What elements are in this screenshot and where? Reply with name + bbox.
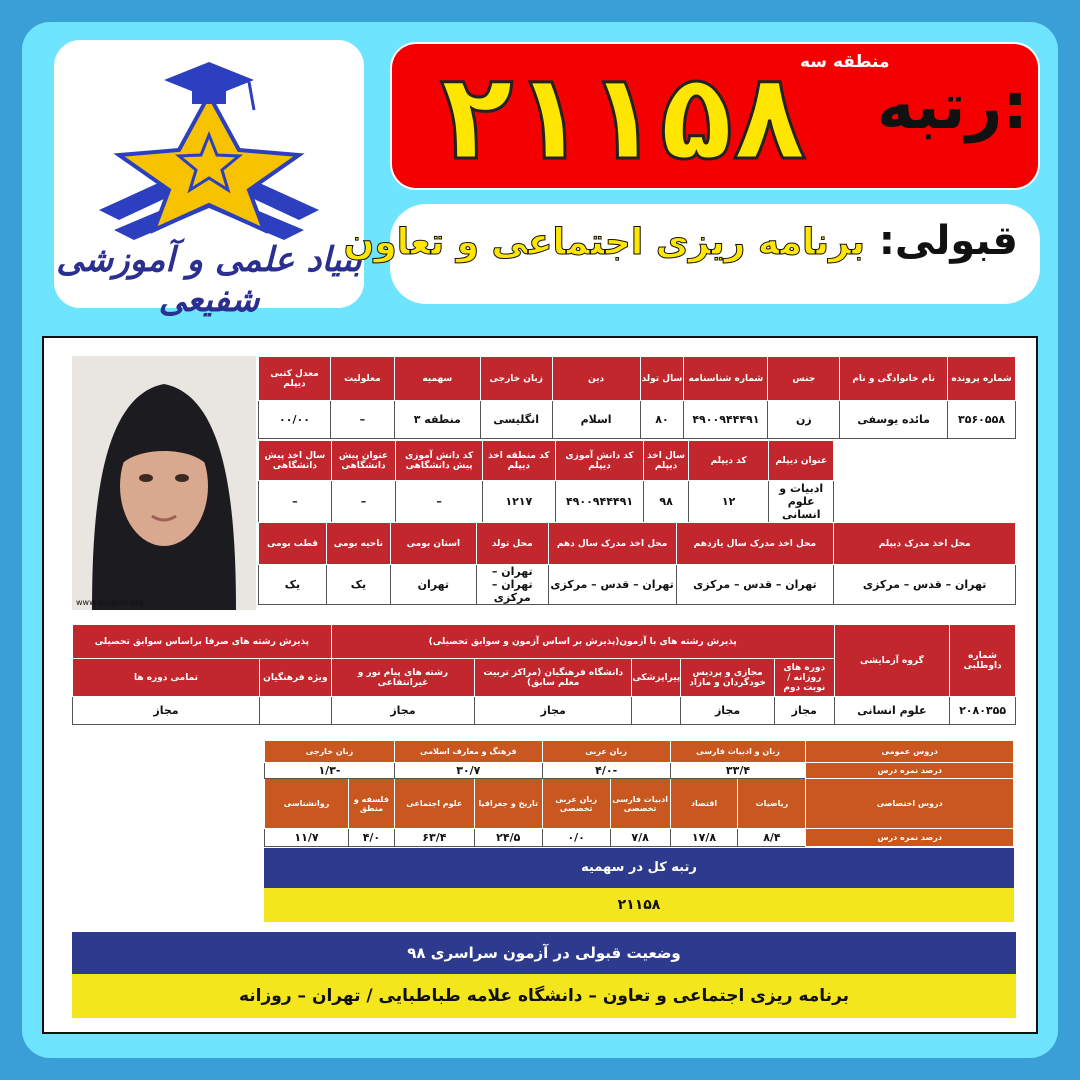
subject-cell: زبان عربی تخصصی	[542, 779, 610, 829]
value-cell: تهران	[390, 565, 476, 605]
value-cell: مجاز	[331, 697, 474, 725]
value-cell: ۶۳/۴	[394, 829, 474, 847]
header-cell: تمامی دوره ها	[73, 659, 260, 697]
acceptance-status-box	[72, 932, 1016, 1020]
value-cell: ۱۱/۷	[265, 829, 349, 847]
value-cell: ۱۲۱۷	[483, 481, 556, 523]
header-cell: پذیرش رشته های صرفا براساس سوابق تحصیلی	[73, 625, 332, 659]
subject-cell: تاریخ و جغرافیا	[474, 779, 542, 829]
row-label: دروس عمومی	[806, 741, 1014, 763]
value-cell: ۷/۸	[610, 829, 670, 847]
header-cell: نام خانوادگی و نام	[840, 357, 948, 401]
admission-table	[72, 624, 1016, 725]
header-cell: کد دانش آموزی دیپلم	[555, 441, 644, 481]
value-cell: ۸۰	[640, 401, 684, 439]
total-rank-value: ۲۱۱۵۸	[264, 888, 1014, 922]
acceptance-label: قبولی:	[878, 218, 1018, 264]
value-cell: ۴۹۰۰۹۴۴۴۹۱	[555, 481, 644, 523]
value-cell: مجاز	[475, 697, 632, 725]
header-cell: سال اخذ پیش دانشگاهی	[259, 441, 332, 481]
value-cell: ۳۰/۷	[394, 763, 542, 779]
header-cell: محل اخذ مدرک سال یازدهم	[676, 523, 834, 565]
subject-cell: ادبیات فارسی تخصصی	[610, 779, 670, 829]
subject-cell: زبان عربی	[542, 741, 670, 763]
value-cell: -۴/۰	[542, 763, 670, 779]
value-cell	[632, 697, 681, 725]
value-cell: ۳۳/۴	[670, 763, 806, 779]
value-cell: –	[396, 481, 483, 523]
value-cell: اسلام	[552, 401, 640, 439]
diploma-table	[258, 440, 834, 523]
value-cell: -۱/۳	[265, 763, 395, 779]
subject-cell: علوم اجتماعی	[394, 779, 474, 829]
location-table	[258, 522, 1016, 605]
subject-cell: روانشناسی	[265, 779, 349, 829]
value-cell	[259, 697, 331, 725]
value-cell: مائده یوسفی	[840, 401, 948, 439]
subject-cell: زبان خارجی	[265, 741, 395, 763]
header-cell: عنوان پیش دانشگاهی	[331, 441, 396, 481]
rank-label: رتبه:	[876, 70, 1028, 144]
row-label: درصد نمره درس	[806, 829, 1014, 847]
header-cell: کد منطقه اخذ دیپلم	[483, 441, 556, 481]
value-cell: ۰/۰	[542, 829, 610, 847]
value-cell: ۲۰۸۰۳۵۵	[950, 697, 1016, 725]
acceptance-text	[344, 218, 1018, 264]
value-cell: ۳۵۶۰۵۵۸	[948, 401, 1016, 439]
subject-cell: فلسفه و منطق	[348, 779, 394, 829]
value-cell: ادبیات و علوم انسانی	[769, 481, 834, 523]
header-cell: گروه آزمایشی	[834, 625, 949, 697]
header-cell: مجازی و پردیس خودگردان و مازاد	[681, 659, 775, 697]
value-cell: ۴/۰	[348, 829, 394, 847]
header-cell: دین	[552, 357, 640, 401]
value-cell: ۱۷/۸	[670, 829, 738, 847]
total-rank-box	[264, 848, 1014, 922]
region-label: منطقه سه	[800, 52, 890, 72]
header-cell: شماره پرونده	[948, 357, 1016, 401]
value-cell: ۸/۴	[738, 829, 806, 847]
scores-table	[264, 740, 1014, 847]
subject-cell: ریاضیات	[738, 779, 806, 829]
header-cell: شماره شناسنامه	[684, 357, 768, 401]
header-cell: جنس	[768, 357, 840, 401]
header-cell: محل اخذ مدرک سال دهم	[548, 523, 676, 565]
subject-cell: اقتصاد	[670, 779, 738, 829]
value-cell: تهران – قدس – مرکزی	[834, 565, 1016, 605]
header-cell: عنوان دیپلم	[769, 441, 834, 481]
header-cell: دانشگاه فرهنگیان (مراکز تربیت معلم سابق)	[475, 659, 632, 697]
row-label: دروس اختصاصی	[806, 779, 1014, 829]
value-cell: یک	[259, 565, 327, 605]
value-cell: –	[259, 481, 332, 523]
value-cell: ۲۴/۵	[474, 829, 542, 847]
value-cell: تهران – قدس – مرکزی	[676, 565, 834, 605]
value-cell: ۹۸	[644, 481, 688, 523]
subject-cell: زبان و ادبیات فارسی	[670, 741, 806, 763]
header-cell: کد دانش آموزی پیش دانشگاهی	[396, 441, 483, 481]
subject-cell: فرهنگ و معارف اسلامی	[394, 741, 542, 763]
header-cell: زبان خارجی	[480, 357, 552, 401]
header-cell: محل اخذ مدرک دیپلم	[834, 523, 1016, 565]
value-cell: علوم انسانی	[834, 697, 949, 725]
header-cell: رشته های پیام نور و غیرانتفاعی	[331, 659, 474, 697]
value-cell: ۱۲	[688, 481, 769, 523]
value-cell: تهران – قدس – مرکزی	[548, 565, 676, 605]
value-cell: مجاز	[73, 697, 260, 725]
header-cell: دوره های روزانه / نوبت دوم	[774, 659, 834, 697]
candidate-photo	[72, 356, 256, 610]
total-rank-title: رتبه کل در سهمیه	[264, 848, 1014, 888]
header-cell: معلولیت	[330, 357, 394, 401]
acceptance-status-title: وضعیت قبولی در آزمون سراسری ۹۸	[72, 932, 1016, 974]
header-cell: محل تولد	[476, 523, 548, 565]
logo-text: بنیاد علمی و آموزشی شفیعی	[56, 240, 362, 320]
acceptance-program: برنامه ریزی اجتماعی و تعاون	[343, 222, 865, 263]
value-cell: مجاز	[774, 697, 834, 725]
header-cell: شماره داوطلبی	[950, 625, 1016, 697]
rank-value: ۲۱۱۵۸	[440, 48, 807, 187]
value-cell: زن	[768, 401, 840, 439]
value-cell: –	[330, 401, 394, 439]
personal-info-table	[258, 356, 1016, 439]
header-cell: سهمیه	[394, 357, 480, 401]
value-cell: ۰۰/۰۰	[259, 401, 331, 439]
acceptance-status-value: برنامه ریزی اجتماعی و تعاون – دانشگاه علامه طباطبایی / تهران – روزانه	[72, 974, 1016, 1018]
header-cell: سال اخذ دیپلم	[644, 441, 688, 481]
photo-caption: www.sanjesh.org	[76, 598, 144, 607]
value-cell: –	[331, 481, 396, 523]
value-cell: منطقه ۳	[394, 401, 480, 439]
graduation-star-book-icon	[54, 40, 364, 240]
header-cell: سال تولد	[640, 357, 684, 401]
value-cell: ۴۹۰۰۹۴۴۴۹۱	[684, 401, 768, 439]
header-cell: استان بومی	[390, 523, 476, 565]
logo-panel	[54, 40, 364, 320]
row-label: درصد نمره درس	[806, 763, 1014, 779]
header-cell: ویژه فرهنگیان	[259, 659, 331, 697]
value-cell: انگلیسی	[480, 401, 552, 439]
value-cell: تهران – تهران – مرکزی	[476, 565, 548, 605]
header-cell: پذیرش رشته های با آزمون(پذیرش بر اساس آزمون و سوابق تحصیلی)	[331, 625, 834, 659]
portrait-image	[72, 356, 256, 610]
value-cell: مجاز	[681, 697, 775, 725]
value-cell: یک	[326, 565, 390, 605]
header-cell: معدل کتبی دیپلم	[259, 357, 331, 401]
header-cell: ناحیه بومی	[326, 523, 390, 565]
header-cell: قطب بومی	[259, 523, 327, 565]
header-cell: کد دیپلم	[688, 441, 769, 481]
header-cell: پیراپزشکی	[632, 659, 681, 697]
